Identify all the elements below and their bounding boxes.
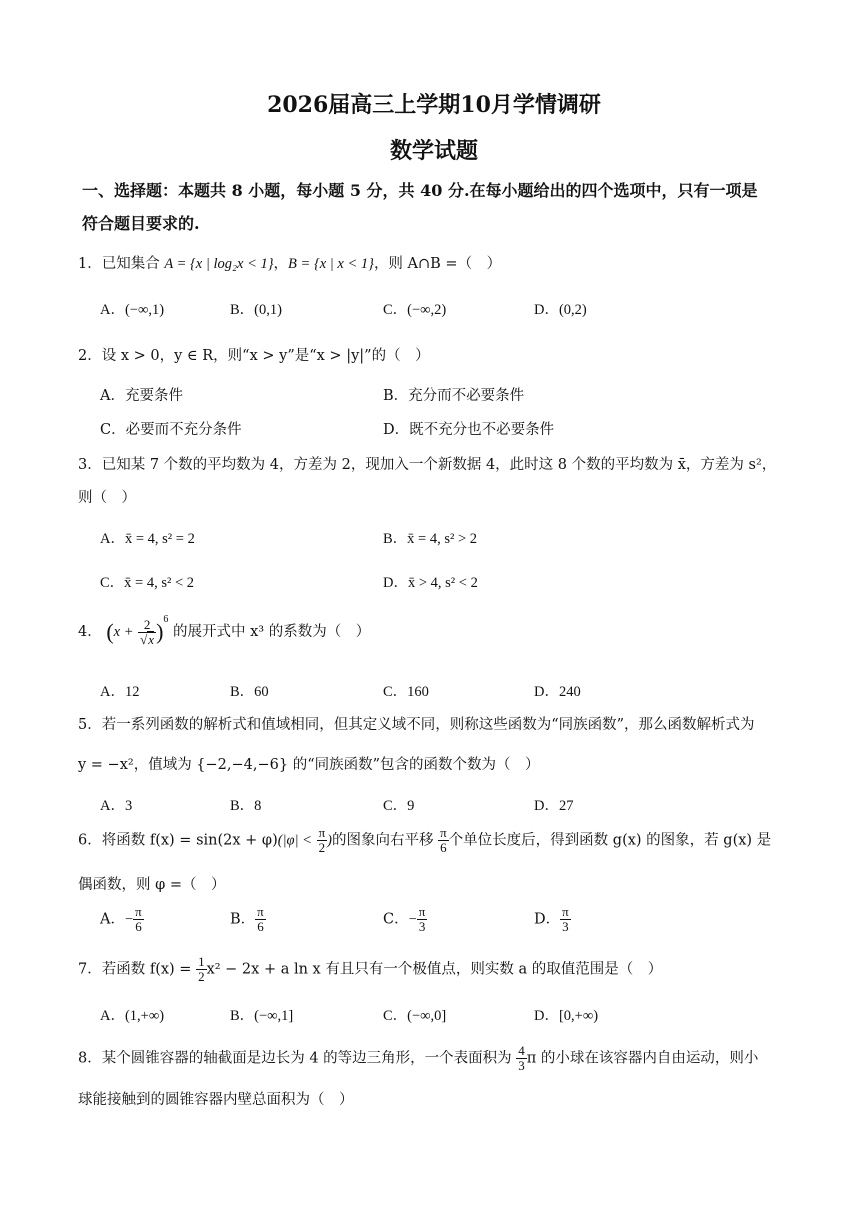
fraction — [255, 905, 266, 934]
frac-denominator: 6 — [257, 919, 264, 934]
fraction — [133, 905, 144, 934]
frac-denominator: 2 — [318, 840, 326, 855]
option-c: C．(−∞,2) — [383, 302, 447, 318]
expr-prefix: x + — [113, 624, 134, 640]
option-c: C．160 — [383, 684, 429, 700]
option-b — [230, 905, 266, 934]
paren-left: ( — [106, 619, 114, 644]
question-6 — [78, 826, 771, 855]
page-title: 2026届高三上学期10月学情调研 — [267, 92, 601, 118]
frac-denominator: 6 — [135, 919, 142, 934]
set-b: B = {x | x < 1} — [288, 256, 374, 272]
frac-numerator: π — [135, 904, 142, 919]
option-b: B．60 — [230, 684, 269, 700]
option-a — [100, 905, 144, 934]
option-a: A．3 — [100, 798, 133, 814]
fraction — [438, 826, 449, 855]
option-a: A．充要条件 — [100, 388, 183, 404]
option-c: C．(−∞,0] — [383, 1008, 447, 1024]
frac-denominator: √x — [140, 631, 155, 647]
question-number: 4． — [78, 624, 102, 640]
question-3 — [78, 453, 776, 474]
option-label: A． — [100, 911, 125, 928]
question-number: 2． — [78, 348, 102, 364]
option-d: D．x̄ > 4, s² < 2 — [383, 575, 478, 591]
question-8-line2: 球能接触到的圆锥容器内壁总面积为（ ） — [78, 1092, 354, 1108]
fraction — [560, 905, 571, 934]
set-a: A = {x | log₂x < 1} — [164, 256, 274, 272]
question-4 — [78, 614, 370, 647]
question-5-line2: y = −x²，值域为 {−2,−4,−6} 的“同族函数”包含的函数个数为（ ） — [78, 757, 540, 773]
question-text-mid: 的图象向右平移 — [332, 832, 434, 849]
condition-close: ) — [327, 832, 332, 849]
question-6-line2: 偶函数，则 φ =（ ） — [78, 877, 226, 893]
separator: ， — [273, 256, 289, 272]
fraction — [516, 1044, 527, 1073]
option-b: B．(−∞,1] — [230, 1008, 294, 1024]
option-sign: − — [124, 911, 134, 928]
option-d: D．既不充分也不必要条件 — [383, 422, 555, 438]
paren-right: ) — [156, 619, 164, 644]
frac-denominator: 3 — [518, 1058, 525, 1073]
section-heading-line2: 符合题目要求的. — [82, 214, 200, 233]
question-text: 已知某 7 个数的平均数为 4，方差为 2，现加入一个新数据 4，此时这 8 个数的平均数为 x̄，方差为 s²， — [101, 457, 777, 473]
frac-denominator: 3 — [562, 919, 569, 934]
question-text-end: ，则 A∩B =（ ） — [373, 256, 502, 272]
question-text: 某个圆锥容器的轴截面是边长为 4 的等边三角形，一个表面积为 — [101, 1050, 512, 1067]
frac-numerator: 1 — [198, 954, 205, 969]
frac-numerator: 2 — [138, 618, 156, 633]
question-5 — [78, 713, 755, 734]
condition-open: (|φ| < — [277, 832, 312, 849]
question-number: 7． — [78, 961, 102, 978]
option-d — [534, 905, 571, 934]
frac-numerator: π — [257, 904, 264, 919]
question-number: 3． — [78, 457, 102, 473]
option-c: C．9 — [383, 798, 415, 814]
frac-numerator: π — [318, 825, 326, 840]
question-text: 若一系列函数的解析式和值域相同，但其定义域不同，则称这些函数为“同族函数”，那么函数解析式为 — [101, 717, 755, 733]
option-sign: − — [408, 911, 417, 928]
frac-denominator: 6 — [440, 840, 447, 855]
option-b: B．x̄ = 4, s² > 2 — [383, 531, 478, 547]
frac-numerator: 4 — [518, 1043, 525, 1058]
question-text-end: π 的小球在该容器内自由运动，则小 — [526, 1050, 759, 1067]
question-text-end: x² − 2x + a ln x 有且只有一个极值点，则实数 a 的取值范围是（ ） — [206, 961, 663, 978]
fraction — [138, 618, 156, 647]
option-d: D．[0,+∞) — [534, 1008, 599, 1024]
frac-numerator: π — [562, 904, 569, 919]
frac-numerator: π — [440, 825, 447, 840]
option-c: C．x̄ = 4, s² < 2 — [100, 575, 195, 591]
option-b: B．8 — [230, 798, 262, 814]
page-subtitle: 数学试题 — [389, 138, 478, 164]
option-label: B． — [230, 911, 256, 928]
option-d: D．240 — [534, 684, 581, 700]
question-1 — [78, 252, 501, 273]
question-number: 5． — [78, 717, 102, 733]
question-text: 将函数 f(x) = sin(2x + φ) — [101, 832, 278, 849]
option-label: C． — [383, 911, 409, 928]
option-a: A．(1,+∞) — [100, 1008, 165, 1024]
option-c: C．必要而不充分条件 — [100, 422, 242, 438]
option-d: D．(0,2) — [534, 302, 587, 318]
fraction — [196, 955, 207, 984]
sqrt-radicand: x — [148, 631, 155, 647]
fraction — [417, 905, 428, 934]
question-3-line2: 则（ ） — [78, 490, 136, 506]
question-text: 若函数 f(x) = — [101, 961, 192, 978]
option-a: A．(−∞,1) — [100, 302, 165, 318]
fraction — [317, 826, 328, 855]
frac-numerator: π — [418, 904, 426, 919]
question-7 — [78, 955, 662, 984]
question-text: 已知集合 — [101, 256, 160, 272]
option-b: B．(0,1) — [230, 302, 282, 318]
question-number: 8． — [78, 1050, 102, 1067]
question-text: 设 x > 0，y ∈ R，则“x > y”是“x > |y|”的（ ） — [101, 348, 430, 364]
frac-denominator: 2 — [198, 969, 205, 984]
option-a: A．x̄ = 4, s² = 2 — [100, 531, 195, 547]
question-text-end: 个单位长度后，得到函数 g(x) 的图象，若 g(x) 是 — [448, 832, 772, 849]
option-label: D． — [534, 911, 561, 928]
question-8 — [78, 1044, 758, 1073]
option-b: B．充分而不必要条件 — [383, 388, 525, 404]
option-d: D．27 — [534, 798, 574, 814]
question-number: 6． — [78, 832, 102, 849]
question-2 — [78, 344, 430, 365]
section-heading-line1: 一、选择题：本题共 8 小题，每小题 5 分，共 40 分.在每小题给出的四个选项中，只有一项是 — [82, 181, 758, 200]
question-text: 的展开式中 x³ 的系数为（ ） — [173, 624, 371, 640]
option-a: A．12 — [100, 684, 140, 700]
frac-denominator: 3 — [418, 919, 426, 934]
question-number: 1． — [78, 256, 102, 272]
option-c — [383, 905, 427, 934]
exponent: 6 — [163, 614, 169, 625]
